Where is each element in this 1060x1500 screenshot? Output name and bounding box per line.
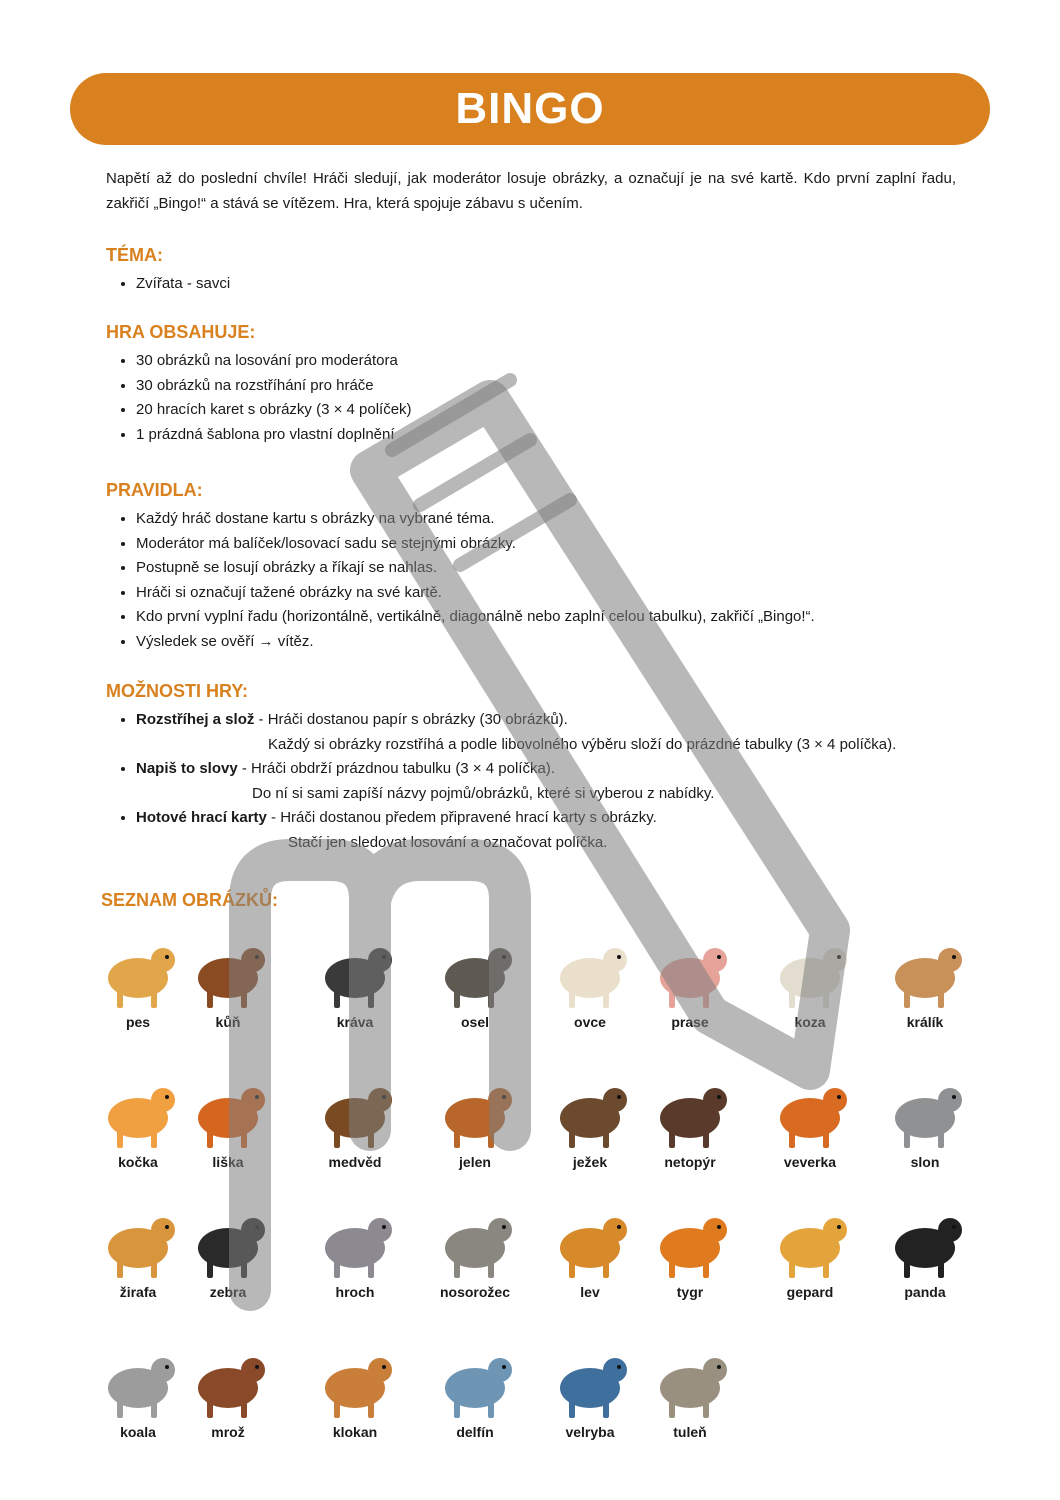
list-item: • 30 obrázků na losování pro moderátora bbox=[136, 349, 412, 374]
animal-label: koza bbox=[794, 1014, 826, 1030]
animal-card bbox=[173, 1070, 283, 1170]
animal-label: delfín bbox=[456, 1424, 494, 1440]
list-item: • 1 prázdná šablona pro vlastní doplnění bbox=[136, 423, 412, 448]
animal-illustration bbox=[880, 1200, 970, 1280]
list-item: • 20 hracích karet s obrázky (3 × 4 políček) bbox=[136, 398, 412, 423]
option-text: - Hráči dostanou papír s obrázky (30 obrázků). bbox=[254, 711, 568, 728]
animal-label: lev bbox=[580, 1284, 600, 1300]
animal-label: velryba bbox=[565, 1424, 615, 1440]
animal-card bbox=[870, 1070, 980, 1170]
animal-card bbox=[173, 1340, 283, 1440]
animal-label: nosorožec bbox=[439, 1284, 510, 1300]
animal-illustration bbox=[645, 1340, 735, 1420]
animal-label: ovce bbox=[574, 1014, 606, 1030]
option-name: Napiš to slovy bbox=[136, 760, 238, 777]
animal-illustration bbox=[430, 1340, 520, 1420]
list-item: • Postupně se losují obrázky a říkají se nahlas. bbox=[136, 556, 815, 581]
animal-label: liška bbox=[212, 1154, 244, 1170]
animal-label: klokan bbox=[332, 1424, 378, 1440]
animal-card bbox=[755, 1200, 865, 1300]
animal-label: žirafa bbox=[119, 1284, 157, 1300]
animal-illustration bbox=[645, 1070, 735, 1150]
option-continuation: Stačí jen sledovat losování a označovat políčka. bbox=[288, 833, 608, 851]
animal-card bbox=[635, 930, 745, 1030]
pravidla-heading: PRAVIDLA: bbox=[106, 480, 203, 500]
list-item: • Kdo první vyplní řadu (horizontálně, vertikálně, diagonálně nebo zaplní celou tabulku), zakřičí „Bingo!“. bbox=[136, 605, 815, 630]
animal-illustration bbox=[183, 1070, 273, 1150]
obsah-heading: HRA OBSAHUJE: bbox=[106, 322, 256, 342]
animal-label: jelen bbox=[459, 1154, 491, 1170]
animal-card bbox=[635, 1070, 745, 1170]
pravidla-list bbox=[106, 507, 815, 654]
animal-illustration bbox=[430, 1070, 520, 1150]
animal-card bbox=[420, 1070, 530, 1170]
tema-heading: TÉMA: bbox=[106, 245, 163, 265]
animal-label: netopýr bbox=[664, 1154, 716, 1170]
list-item bbox=[136, 806, 896, 855]
animal-illustration bbox=[183, 930, 273, 1010]
seznam-heading: SEZNAM OBRÁZKŮ: bbox=[101, 890, 278, 910]
animal-card bbox=[300, 930, 410, 1030]
animal-card bbox=[173, 1200, 283, 1300]
section-pravidla bbox=[106, 480, 815, 654]
animal-illustration bbox=[765, 1200, 855, 1280]
list-item: • 30 obrázků na rozstříhání pro hráče bbox=[136, 374, 412, 399]
animal-label: králík bbox=[906, 1014, 944, 1030]
animal-card bbox=[535, 930, 645, 1030]
animal-card bbox=[635, 1340, 745, 1440]
option-continuation: Do ní si sami zapíší názvy pojmů/obrázků, které si vyberou z nabídky. bbox=[252, 784, 715, 802]
animal-card bbox=[300, 1340, 410, 1440]
animal-illustration bbox=[645, 1200, 735, 1280]
animal-card bbox=[420, 930, 530, 1030]
list-item: • Každý hráč dostane kartu s obrázky na vybrané téma. bbox=[136, 507, 815, 532]
animal-illustration bbox=[880, 1070, 970, 1150]
animal-illustration bbox=[183, 1340, 273, 1420]
animal-card bbox=[420, 1340, 530, 1440]
animal-label: ježek bbox=[572, 1154, 608, 1170]
page-title: BINGO bbox=[455, 84, 605, 133]
animal-label: osel bbox=[460, 1014, 489, 1030]
animal-illustration bbox=[765, 1070, 855, 1150]
option-text: - Hráči obdrží prázdnou tabulku (3 × 4 políčka). bbox=[237, 760, 555, 777]
animal-label: kráva bbox=[336, 1014, 374, 1030]
animal-label: mrož bbox=[211, 1424, 245, 1440]
animal-card bbox=[173, 930, 283, 1030]
list-item: • Moderátor má balíček/losovací sadu se stejnými obrázky. bbox=[136, 532, 815, 557]
animal-illustration bbox=[545, 1340, 635, 1420]
animal-label: tygr bbox=[676, 1284, 704, 1300]
animal-card bbox=[755, 930, 865, 1030]
animal-illustration bbox=[183, 1200, 273, 1280]
section-moznosti bbox=[106, 681, 896, 855]
title-banner bbox=[70, 73, 990, 145]
animal-label: gepard bbox=[786, 1284, 834, 1300]
animal-card bbox=[870, 930, 980, 1030]
animal-card bbox=[635, 1200, 745, 1300]
moznosti-heading: MOŽNOSTI HRY: bbox=[106, 681, 248, 701]
animal-illustration bbox=[310, 1340, 400, 1420]
animal-card bbox=[535, 1340, 645, 1440]
animal-illustration bbox=[93, 1340, 183, 1420]
animal-card bbox=[535, 1070, 645, 1170]
list-item bbox=[136, 757, 896, 806]
obsah-list bbox=[106, 349, 412, 447]
animal-label: medvěd bbox=[328, 1154, 382, 1170]
list-item: • Zvířata - savci bbox=[136, 272, 230, 297]
animal-label: kůň bbox=[215, 1014, 241, 1030]
animal-label: hroch bbox=[335, 1284, 375, 1300]
animal-illustration bbox=[310, 930, 400, 1010]
option-continuation: Každý si obrázky rozstříhá a podle libovolného výběru složí do prázdné tabulky (3 × 4 políčka). bbox=[268, 735, 897, 753]
animal-illustration bbox=[765, 930, 855, 1010]
animal-illustration bbox=[545, 1070, 635, 1150]
animal-illustration bbox=[93, 1200, 183, 1280]
animal-label: prase bbox=[671, 1014, 709, 1030]
animal-label: panda bbox=[904, 1284, 946, 1300]
option-text: - Hráči dostanou předem připravené hrací karty s obrázky. bbox=[266, 809, 657, 826]
animal-label: zebra bbox=[209, 1284, 247, 1300]
animal-label: koala bbox=[120, 1424, 156, 1440]
list-item: • Výsledek se ověří → vítěz. bbox=[136, 630, 815, 655]
animal-card bbox=[300, 1200, 410, 1300]
animal-illustration bbox=[310, 1070, 400, 1150]
animal-card bbox=[300, 1070, 410, 1170]
animal-illustration bbox=[645, 930, 735, 1010]
animal-card bbox=[870, 1200, 980, 1300]
animal-illustration bbox=[545, 930, 635, 1010]
animal-label: kočka bbox=[118, 1154, 158, 1170]
section-obsah bbox=[106, 322, 412, 447]
animal-illustration bbox=[93, 930, 183, 1010]
tema-list bbox=[106, 272, 230, 297]
option-name: Hotové hrací karty bbox=[136, 809, 267, 826]
intro-paragraph: Napětí až do poslední chvíle! Hráči sledují, jak moderátor losuje obrázky, a označují je na své kartě. Kdo první zaplní řadu, zakřičí „Bingo!“ a stává se vítězem. Hra, která spojuje zábavu s učením. bbox=[106, 170, 956, 212]
animal-illustration bbox=[93, 1070, 183, 1150]
list-item bbox=[136, 708, 896, 757]
animal-card bbox=[420, 1200, 530, 1300]
moznosti-list bbox=[106, 708, 896, 855]
animal-illustration bbox=[880, 930, 970, 1010]
animal-illustration bbox=[430, 930, 520, 1010]
animal-illustration bbox=[430, 1200, 520, 1280]
animal-illustration bbox=[545, 1200, 635, 1280]
animal-illustration bbox=[310, 1200, 400, 1280]
animal-card bbox=[755, 1070, 865, 1170]
animal-label: tuleň bbox=[673, 1424, 707, 1440]
animal-label: pes bbox=[125, 1014, 151, 1030]
animal-label: slon bbox=[910, 1154, 940, 1170]
animal-card bbox=[535, 1200, 645, 1300]
animal-label: veverka bbox=[783, 1154, 837, 1170]
option-name: Rozstříhej a slož bbox=[136, 711, 255, 728]
section-tema bbox=[106, 245, 230, 297]
list-item: • Hráči si označují tažené obrázky na své kartě. bbox=[136, 581, 815, 606]
